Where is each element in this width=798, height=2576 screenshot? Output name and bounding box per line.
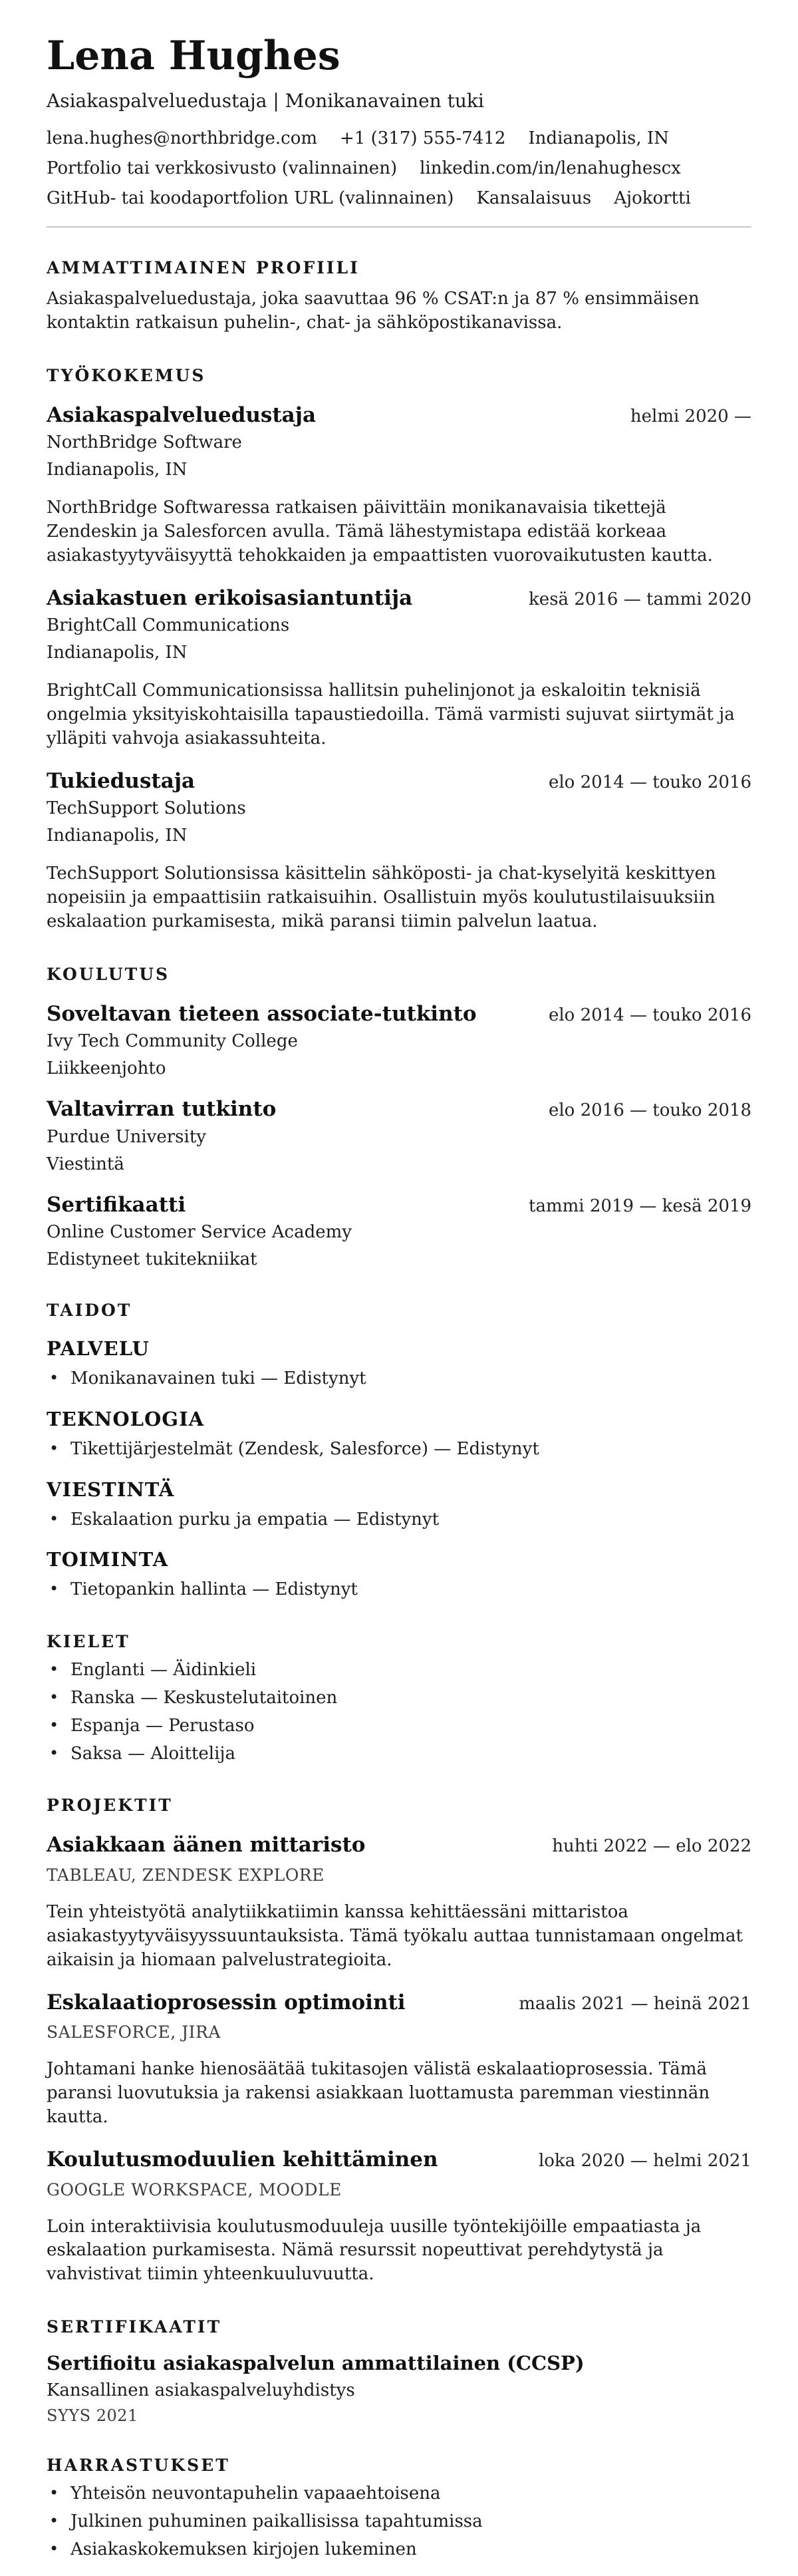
skill-category xyxy=(47,1408,751,1461)
skill-category-name: TOIMINTA xyxy=(47,1548,169,1571)
skill-item: • Eskalaation purku ja empatia — Edistynyt xyxy=(47,1509,751,1531)
skill-category-name: VIESTINTÄ xyxy=(47,1478,175,1501)
job-description: TechSupport Solutionsissa käsittelin sähköposti- ja chat-kyselyitä keskittyen nopeisiin ja empaattisiin ratkaisuihin. Osallistuin myös koulutustilaisuuksiin eskalaation purkamisesta, mikä paransi tiimin palvelun laatua. xyxy=(47,864,716,931)
contact-citizenship: Kansalaisuus xyxy=(476,188,592,208)
education-entry xyxy=(47,1003,751,1079)
job-company: TechSupport Solutions xyxy=(47,798,246,819)
education-field: Edistyneet tukitekniikat xyxy=(47,1249,257,1270)
job-company: BrightCall Communications xyxy=(47,615,290,636)
section-title-languages: KIELET xyxy=(47,1632,130,1652)
project-dates: huhti 2022 — elo 2022 xyxy=(552,1836,751,1857)
certification-issuer: Kansallinen asiakaspalveluyhdistys xyxy=(47,2380,355,2400)
section-title-profile: AMMATTIMAINEN PROFIILI xyxy=(47,257,360,277)
section-title-projects: PROJEKTIT xyxy=(47,1796,173,1816)
job-title: Tukiedustaja xyxy=(47,768,196,793)
job-title: Asiakaspalveluedustaja xyxy=(47,402,317,427)
section-skills xyxy=(47,1301,751,1601)
project-description: Tein yhteistyötä analytiikkatiimin kanssa kehittäessäni mittaristoa asiakastyytyväisyyssuuntauksista. Tämä työkalu auttaa tunnistamaan ongelmat aikaisin ja hiomaan palvelustrategioita. xyxy=(47,1902,743,1970)
project-title: Eskalaatioprosessin optimointi xyxy=(47,1990,406,2014)
job-dates: elo 2014 — touko 2016 xyxy=(548,772,751,792)
project-tools: SALESFORCE, JIRA xyxy=(47,2022,221,2042)
profile-text: Asiakaspalveluedustaja, joka saavuttaa 96 % CSAT:n ja 87 % ensimmäisen kontaktin ratkaisun puhelin-, chat- ja sähköpostikanavissa. xyxy=(47,288,700,333)
hobby-item: • Julkinen puhuminen paikallisissa tapahtumissa xyxy=(47,2511,751,2533)
project-entry xyxy=(47,1834,751,1972)
job-entry xyxy=(47,770,751,934)
section-languages xyxy=(47,1632,751,1765)
skill-category-name: PALVELU xyxy=(47,1337,150,1361)
education-school: Purdue University xyxy=(47,1126,206,1147)
header-divider xyxy=(47,226,751,228)
hobby-list xyxy=(47,2483,751,2561)
contact-location: Indianapolis, IN xyxy=(528,128,669,149)
skill-category xyxy=(47,1548,751,1601)
language-item: • Ranska — Keskustelutaitoinen xyxy=(47,1687,751,1710)
project-title: Koulutusmoduulien kehittäminen xyxy=(47,2147,438,2172)
section-projects xyxy=(47,1796,751,2287)
education-entry xyxy=(47,1194,751,1270)
candidate-headline: Asiakaspalveluedustaja | Monikanavainen tuki xyxy=(47,90,484,112)
degree-title: Valtavirran tutkinto xyxy=(47,1097,277,1122)
job-entry xyxy=(47,404,751,568)
education-dates: elo 2016 — touko 2018 xyxy=(548,1100,751,1121)
contact-email: lena.hughes@northbridge.com xyxy=(47,128,318,149)
contact-driving-license: Ajokortti xyxy=(614,188,691,208)
language-item: • Espanja — Perustaso xyxy=(47,1715,751,1738)
degree-title: Sertifikaatti xyxy=(47,1192,186,1217)
project-description: Loin interaktiivisia koulutusmoduuleja uusille työntekijöille empaatiasta ja eskalaation purkamisesta. Nämä resurssit nopeuttivat perehdytystä ja vahvistivat tiimin yhteenkuuluvuutta. xyxy=(47,2216,702,2285)
project-description: Johtamani hanke hienosäätää tukitasojen välistä eskalaatioprosessia. Tämä paransi luovutuksia ja rakensi asiakkaan luottamusta paremman viestinnän kautta. xyxy=(47,2059,710,2128)
contact-row-1 xyxy=(47,129,751,149)
skill-item: • Tietopankin hallinta — Edistynyt xyxy=(47,1579,751,1601)
contact-phone: +1 (317) 555-7412 xyxy=(340,128,506,149)
section-profile xyxy=(47,258,751,335)
section-hobbies xyxy=(47,2456,751,2561)
job-location: Indianapolis, IN xyxy=(47,643,188,663)
project-tools: TABLEAU, ZENDESK EXPLORE xyxy=(47,1865,325,1885)
project-dates: loka 2020 — helmi 2021 xyxy=(538,2150,751,2171)
project-title-row xyxy=(47,2148,751,2172)
education-field: Viestintä xyxy=(47,1154,124,1174)
section-experience xyxy=(47,366,751,934)
education-title-row xyxy=(47,1098,751,1122)
project-tools: GOOGLE WORKSPACE, MOODLE xyxy=(47,2179,342,2199)
hobby-item: • Asiakaskokemuksen kirjojen lukeminen xyxy=(47,2539,751,2561)
project-title: Asiakkaan äänen mittaristo xyxy=(47,1833,366,1857)
education-entry xyxy=(47,1098,751,1174)
hobby-item: • Yhteisön neuvontapuhelin vapaaehtoisena xyxy=(47,2483,751,2505)
education-school: Online Customer Service Academy xyxy=(47,1222,352,1243)
contact-row-2 xyxy=(47,159,751,179)
job-dates: kesä 2016 — tammi 2020 xyxy=(529,589,751,609)
job-location: Indianapolis, IN xyxy=(47,460,188,480)
education-school: Ivy Tech Community College xyxy=(47,1031,298,1052)
project-dates: maalis 2021 — heinä 2021 xyxy=(519,1993,751,2014)
skill-category-name: TEKNOLOGIA xyxy=(47,1407,205,1430)
language-item: • Englanti — Äidinkieli xyxy=(47,1659,751,1682)
skill-item: • Tikettijärjestelmät (Zendesk, Salesforce) — Edistynyt xyxy=(47,1438,751,1461)
certification-date: SYYS 2021 xyxy=(47,2406,138,2426)
job-title: Asiakastuen erikoisasiantuntija xyxy=(47,585,413,610)
section-title-certifications: SERTIFIKAATIT xyxy=(47,2317,222,2337)
job-title-row xyxy=(47,404,751,428)
section-title-education: KOULUTUS xyxy=(47,964,170,984)
skill-category xyxy=(47,1337,751,1390)
certification-name: Sertifioitu asiakaspalvelun ammattilainen (CCSP) xyxy=(47,2352,585,2375)
project-title-row xyxy=(47,1991,751,2015)
section-education xyxy=(47,965,751,1270)
section-title-hobbies: HARRASTUKSET xyxy=(47,2456,230,2476)
skill-list xyxy=(47,1368,751,1390)
contact-linkedin: linkedin.com/in/lenahughescx xyxy=(420,158,681,179)
education-title-row xyxy=(47,1003,751,1027)
job-description: NorthBridge Softwaressa ratkaisen päivittäin monikanavaisia tikettejä Zendeskin ja Salesforcen avulla. Tämä lähestymistapa edistää korkeaa asiakastyytyväisyyttä tehokkaiden ja empaattisten vuorovaikutusten kautta. xyxy=(47,498,713,565)
contact-portfolio: Portfolio tai verkkosivusto (valinnainen) xyxy=(47,158,398,179)
project-entry xyxy=(47,2148,751,2287)
job-description: BrightCall Communicationsissa hallitsin puhelinjonot ja eskaloitin teknisiä ongelmia yksityiskohtaisilla tapaustiedoilla. Tämä varmisti sujuvat siirtymät ja ylläpiti vahvoja asiakassuhteita. xyxy=(47,681,735,748)
job-entry xyxy=(47,587,751,751)
skill-list xyxy=(47,1579,751,1601)
contact-github: GitHub- tai koodaportfolion URL (valinnainen) xyxy=(47,188,454,208)
skill-list xyxy=(47,1509,751,1531)
education-dates: elo 2014 — touko 2016 xyxy=(548,1005,751,1025)
candidate-name: Lena Hughes xyxy=(47,33,340,79)
job-location: Indianapolis, IN xyxy=(47,826,188,846)
project-entry xyxy=(47,1991,751,2130)
education-dates: tammi 2019 — kesä 2019 xyxy=(529,1196,751,1216)
language-item: • Saksa — Aloittelija xyxy=(47,1743,751,1766)
section-certifications xyxy=(47,2317,751,2425)
education-field: Liikkeenjohto xyxy=(47,1058,166,1079)
contact-row-3 xyxy=(47,189,751,209)
job-dates: helmi 2020 — xyxy=(630,406,751,426)
project-title-row xyxy=(47,1834,751,1857)
section-title-experience: TYÖKOKEMUS xyxy=(47,365,206,385)
language-list xyxy=(47,1659,751,1765)
education-title-row xyxy=(47,1194,751,1217)
degree-title: Soveltavan tieteen associate-tutkinto xyxy=(47,1001,477,1026)
certification-entry xyxy=(47,2352,751,2425)
job-title-row xyxy=(47,770,751,794)
skill-list xyxy=(47,1438,751,1461)
skill-item: • Monikanavainen tuki — Edistynyt xyxy=(47,1368,751,1390)
section-title-skills: TAIDOT xyxy=(47,1301,132,1321)
job-company: NorthBridge Software xyxy=(47,432,242,453)
job-title-row xyxy=(47,587,751,611)
skill-category xyxy=(47,1478,751,1531)
